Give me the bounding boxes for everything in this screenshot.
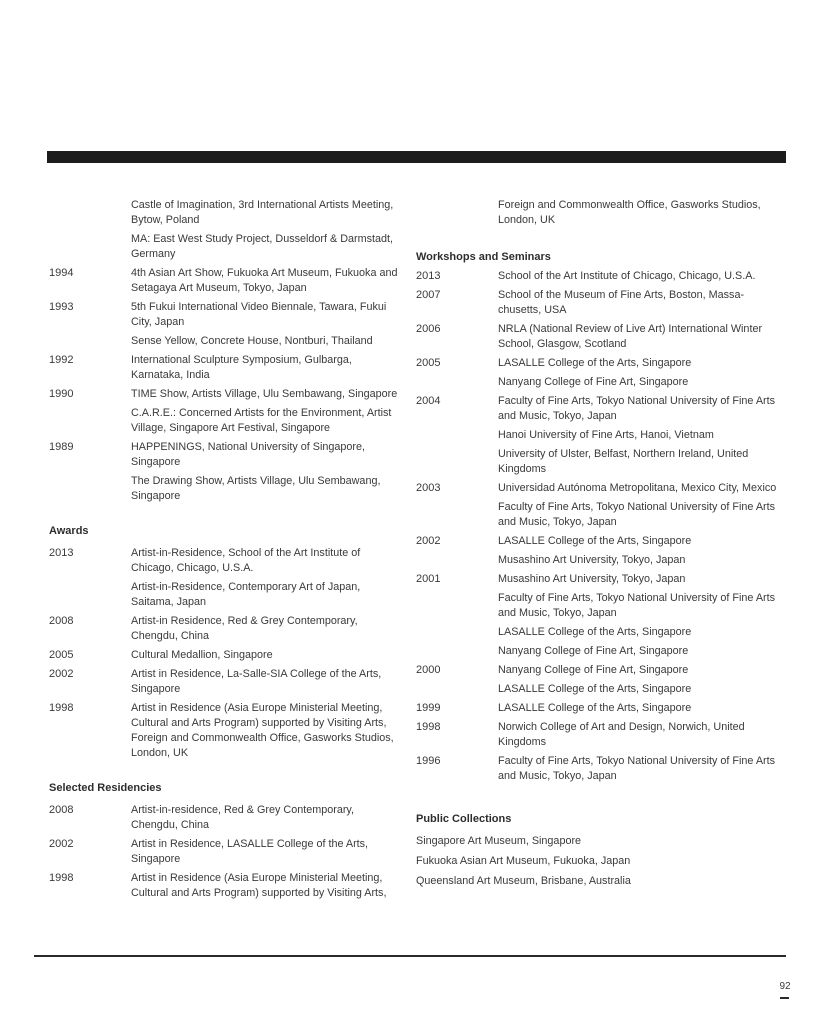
entry-year: 2001 [416,573,441,585]
entry-year: 2006 [416,323,441,335]
entry-text: Artist in Residence, La-Salle-SIA College of the Arts, Singapore [131,668,382,695]
entry-items [131,837,399,867]
entry-row [49,440,399,504]
entry-items [131,546,399,610]
entry-items [131,440,399,504]
entry-row [416,720,786,750]
entry-items [498,572,786,659]
entry-row [416,754,786,784]
entry-items [498,701,786,716]
entry-row [416,356,786,390]
entry-text: Faculty of Fine Arts, Tokyo National University of Fine Arts and Music, Tokyo, Japan [498,395,776,422]
entry-row [49,667,399,697]
entry-text: Cultural Medallion, Singapore [131,649,273,661]
top-rule [47,151,786,163]
entry-items [131,803,399,833]
entry-text: Musashino Art University, Tokyo, Japan [498,573,686,585]
entry-year: 1993 [49,301,74,313]
entry-text: Artist in Residence (Asia Europe Ministerial Meeting, Cultural and Arts Program) supported by Visiting Arts, [131,872,387,899]
entry-text: Artist in Residence, LASALLE College of the Arts, Singapore [131,838,369,865]
page-number-mark [780,997,789,999]
entry-text: School of the Museum of Fine Arts, Boston, Massa-chusetts, USA [498,289,745,316]
entry-text: Foreign and Commonwealth Office, Gasworks Studios, London, UK [498,199,761,226]
entry-year: 2013 [49,547,74,559]
entry-year: 2002 [49,668,74,680]
entry-text: Nanyang College of Fine Art, Singapore [498,664,689,676]
entry-items [131,648,399,663]
entry-text: Nanyang College of Fine Art, Singapore [498,376,689,388]
awards-list [49,546,399,761]
entry-text: LASALLE College of the Arts, Singapore [498,626,692,638]
entry-row [49,353,399,383]
entry-text: MA: East West Study Project, Dusseldorf & Darmstadt, Germany [131,233,394,260]
entry-year: 1998 [416,721,441,733]
entry-row [49,300,399,349]
entry-text: International Sculpture Symposium, Gulbarga, Karnataka, India [131,354,352,381]
collections-heading: Public Collections [416,813,512,825]
entry-text: LASALLE College of the Arts, Singapore [498,535,692,547]
entry-row [416,394,786,477]
entry-year: 1990 [49,388,74,400]
collection-item: Queensland Art Museum, Brisbane, Australia [416,875,631,887]
left-column [49,198,399,905]
entry-text: Faculty of Fine Arts, Tokyo National University of Fine Arts and Music, Tokyo, Japan [498,501,776,528]
entry-text: Faculty of Fine Arts, Tokyo National University of Fine Arts and Music, Tokyo, Japan [498,592,776,619]
entry-text: University of Ulster, Belfast, Northern Ireland, United Kingdoms [498,448,749,475]
entry-items [498,322,786,352]
entry-text: Norwich College of Art and Design, Norwich, United Kingdoms [498,721,745,748]
right-column [416,198,786,894]
entry-text: Musashino Art University, Tokyo, Japan [498,554,686,566]
entry-items [131,871,399,901]
entry-year: 1998 [49,872,74,884]
entry-items [131,387,399,436]
entry-year: 1996 [416,755,441,767]
entry-items [498,288,786,318]
entry-year: 2000 [416,664,441,676]
entry-text: Hanoi University of Fine Arts, Hanoi, Vietnam [498,429,714,441]
entry-text: School of the Art Institute of Chicago, Chicago, U.S.A. [498,270,756,282]
entry-year: 2005 [416,357,441,369]
entry-year: 2013 [416,270,441,282]
entry-row [416,534,786,568]
residencies-continued [416,198,786,228]
entry-text: Nanyang College of Fine Art, Singapore [498,645,689,657]
entry-items [498,394,786,477]
page-number: 92 [779,981,791,992]
entry-items [498,720,786,750]
entry-year: 2004 [416,395,441,407]
entry-items [131,266,399,296]
entry-text: Sense Yellow, Concrete House, Nontburi, Thailand [131,335,373,347]
collection-item: Fukuoka Asian Art Museum, Fukuoka, Japan [416,855,631,867]
workshops-list [416,269,786,784]
entry-text: Artist-in-residence, Red & Grey Contemporary, Chengdu, China [131,804,355,831]
entry-items [131,614,399,644]
entry-items [131,300,399,349]
entry-items [131,667,399,697]
workshops-heading: Workshops and Seminars [416,251,551,263]
entry-text: LASALLE College of the Arts, Singapore [498,357,692,369]
entry-row [416,288,786,318]
bottom-rule [34,955,786,957]
entry-year: 1999 [416,702,441,714]
entry-year: 1994 [49,267,74,279]
entry-text: NRLA (National Review of Live Art) International Winter School, Glasgow, Scotland [498,323,763,350]
entry-year: 1989 [49,441,74,453]
entry-text: TIME Show, Artists Village, Ulu Sembawang, Singapore [131,388,398,400]
entry-year: 2005 [49,649,74,661]
entry-row [49,266,399,296]
entry-items [498,534,786,568]
entry-year: 2002 [49,838,74,850]
entry-row [416,663,786,697]
entry-row [416,269,786,284]
entry-row [49,387,399,436]
entry-items [498,754,786,784]
entry-row [49,648,399,663]
entry-row [49,803,399,833]
entry-items [498,663,786,697]
entry-year: 2007 [416,289,441,301]
entry-year: 1998 [49,702,74,714]
entry-text: HAPPENINGS, National University of Singapore, Singapore [131,441,366,468]
entry-items [498,269,786,284]
residencies-list [49,803,399,901]
entry-year: 2002 [416,535,441,547]
entry-row [416,572,786,659]
entry-text: Faculty of Fine Arts, Tokyo National University of Fine Arts and Music, Tokyo, Japan [498,755,776,782]
entry-items [131,353,399,383]
entry-text: LASALLE College of the Arts, Singapore [498,683,692,695]
entry-text: Artist-in-Residence, School of the Art Institute of Chicago, Chicago, U.S.A. [131,547,361,574]
entry-year: 2008 [49,804,74,816]
entry-row [49,837,399,867]
entry-row [416,322,786,352]
entry-row [49,871,399,901]
collections-list [416,834,786,889]
entry-text: 4th Asian Art Show, Fukuoka Art Museum, Fukuoka and Setagaya Art Museum, Tokyo, Japan [131,267,398,294]
collection-item: Singapore Art Museum, Singapore [416,835,582,847]
entry-items [131,701,399,761]
entry-text: Artist in Residence (Asia Europe Ministerial Meeting, Cultural and Arts Program) supported by Visiting Arts, Foreign and Commonwealth Office, Gasworks Studios, London, UK [131,702,394,759]
entry-items [498,356,786,390]
entry-year: 2008 [49,615,74,627]
awards-heading: Awards [49,525,89,537]
entry-items [498,481,786,530]
entry-text: Castle of Imagination, 3rd International Artists Meeting, Bytow, Poland [131,199,394,226]
entry-row [49,701,399,761]
entry-text: C.A.R.E.: Concerned Artists for the Environment, Artist Village, Singapore Art Festival, Singapore [131,407,392,434]
exhibitions-continued [49,198,399,262]
entry-text: LASALLE College of the Arts, Singapore [498,702,692,714]
entry-text: Artist-in Residence, Red & Grey Contemporary, Chengdu, China [131,615,358,642]
entry-year: 2003 [416,482,441,494]
entry-row [49,614,399,644]
entry-year: 1992 [49,354,74,366]
entry-row [416,481,786,530]
entry-text: 5th Fukui International Video Biennale, Tawara, Fukui City, Japan [131,301,387,328]
residencies-heading: Selected Residencies [49,782,162,794]
entry-row [49,546,399,610]
entry-row [416,701,786,716]
exhibitions-list [49,266,399,504]
entry-text: The Drawing Show, Artists Village, Ulu Sembawang, Singapore [131,475,381,502]
entry-text: Artist-in-Residence, Contemporary Art of Japan, Saitama, Japan [131,581,361,608]
entry-text: Universidad Autónoma Metropolitana, Mexico City, Mexico [498,482,777,494]
